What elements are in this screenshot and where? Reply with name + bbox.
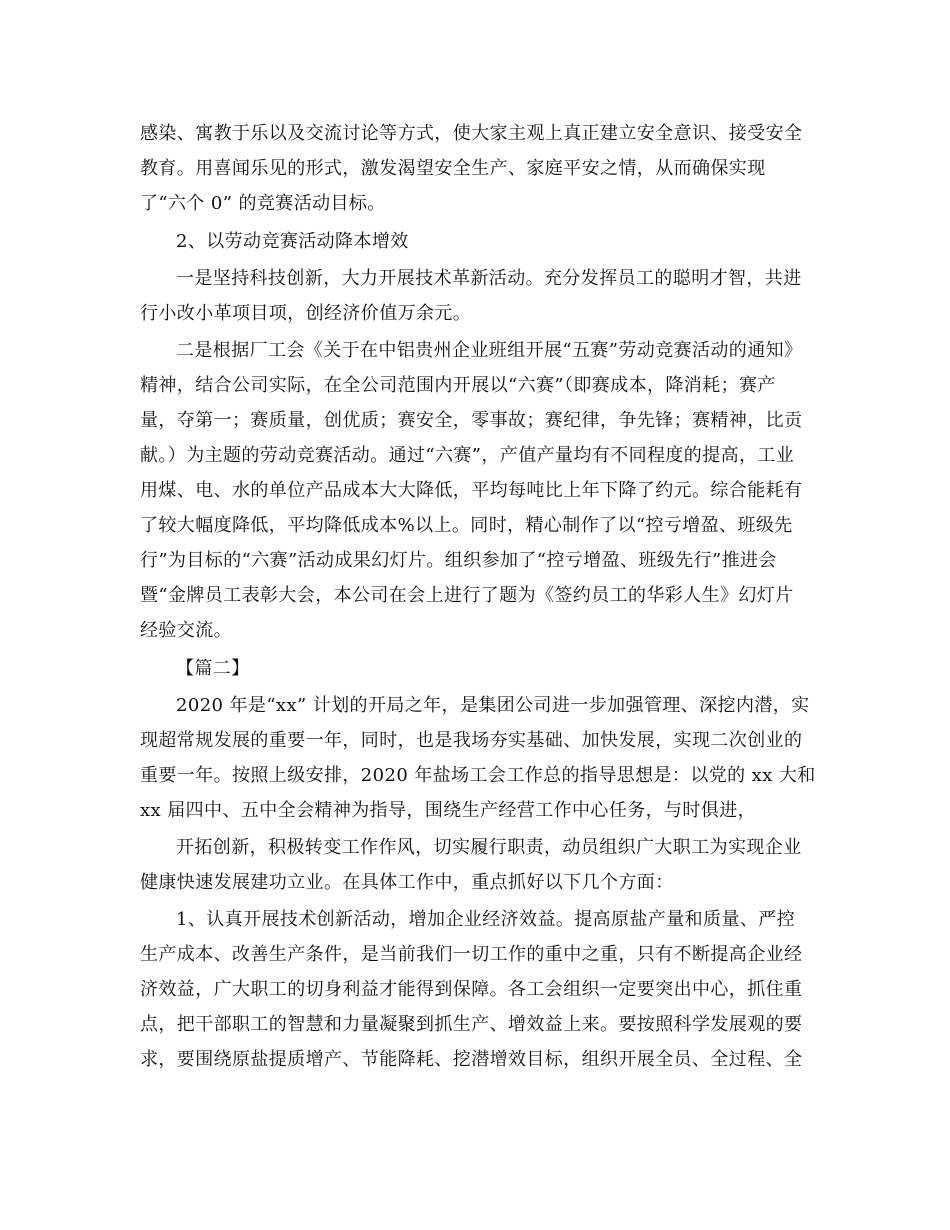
section-heading-pian-er: 【篇二】	[176, 658, 250, 679]
text-line-11: 用煤、电、水的单位产品成本大大降低，平均每吨比上年下降了约元。综合能耗有	[140, 480, 803, 501]
text-line-9: 量，夺第一；赛质量，创优质；赛安全，零事故；赛纪律，争先锋；赛精神，比贡	[140, 410, 803, 431]
text-line-24: 生产成本、改善生产条件，是当前我们一切工作的重中之重，只有不断提高企业经	[140, 944, 803, 965]
text-line-12: 了较大幅度降低，平均降低成本%以上。同时，精心制作了以“控亏增盈、班级先	[140, 515, 793, 536]
text-line-8: 精神，结合公司实际，在全公司范围内开展以“六赛”（即赛成本，降消耗；赛产	[140, 375, 776, 396]
text-line-15: 经验交流。	[140, 620, 232, 641]
paragraph-2-start: 二是根据厂工会《关于在中铝贵州企业班组开展“五赛”劳动竞赛活动的通知》	[176, 340, 803, 361]
text-line-27: 求，要围绕原盐提质增产、节能降耗、挖潜增效目标，组织开展全员、全过程、全	[140, 1049, 803, 1070]
text-line-1: 感染、寓教于乐以及交流讨论等方式，使大家主观上真正建立安全意识、接受安全	[140, 123, 803, 144]
text-line-20: xx 届四中、五中全会精神为指导，围绕生产经营工作中心任务，与时俱进，	[140, 800, 757, 821]
text-line-19: 重要一年。按照上级安排，2020 年盐场工会工作总的指导思想是：以党的 xx 大和	[140, 765, 816, 786]
text-line-13: 行”为目标的“六赛”活动成果幻灯片。组织参加了“控亏增盈、班级先行”推进会	[140, 550, 777, 571]
text-line-22: 健康快速发展建功立业。在具体工作中，重点抓好以下几个方面：	[140, 872, 674, 893]
section-heading-2: 2、以劳动竞赛活动降本增效	[176, 231, 409, 252]
text-line-14: 暨“金牌员工表彰大会，本公司在会上进行了题为《签约员工的华彩人生》幻灯片	[140, 585, 794, 606]
text-line-25: 济效益，广大职工的切身利益才能得到保障。各工会组织一定要突出中心，抓住重	[140, 979, 803, 1000]
paragraph-1-start: 一是坚持科技创新，大力开展技术革新活动。充分发挥员工的聪明才智，共进	[176, 268, 802, 289]
text-line-2: 教育。用喜闻乐见的形式，激发渴望安全生产、家庭平安之情，从而确保实现	[140, 158, 766, 179]
text-line-6: 行小改小革项目项，创经济价值万余元。	[140, 303, 472, 324]
text-line-3: 了“六个 0” 的竞赛活动目标。	[140, 193, 386, 214]
paragraph-5-start: 1、认真开展技术创新活动，增加企业经济效益。提高原盐产量和质量、严控	[176, 909, 796, 930]
text-line-10: 献。）为主题的劳动竞赛活动。通过“六赛”，产值产量均有不同程度的提高，工业	[140, 445, 795, 466]
paragraph-3-start: 2020 年是“xx” 计划的开局之年，是集团公司进一步加强管理、深挖内潜，实	[176, 695, 810, 716]
text-line-26: 点，把干部职工的智慧和力量凝聚到抓生产、增效益上来。要按照科学发展观的要	[140, 1014, 803, 1035]
text-line-18: 现超常规发展的重要一年，同时，也是我场夯实基础、加快发展，实现二次创业的	[140, 730, 803, 751]
paragraph-4-start: 开拓创新，积极转变工作作风，切实履行职责，动员组织广大职工为实现企业	[176, 837, 802, 858]
